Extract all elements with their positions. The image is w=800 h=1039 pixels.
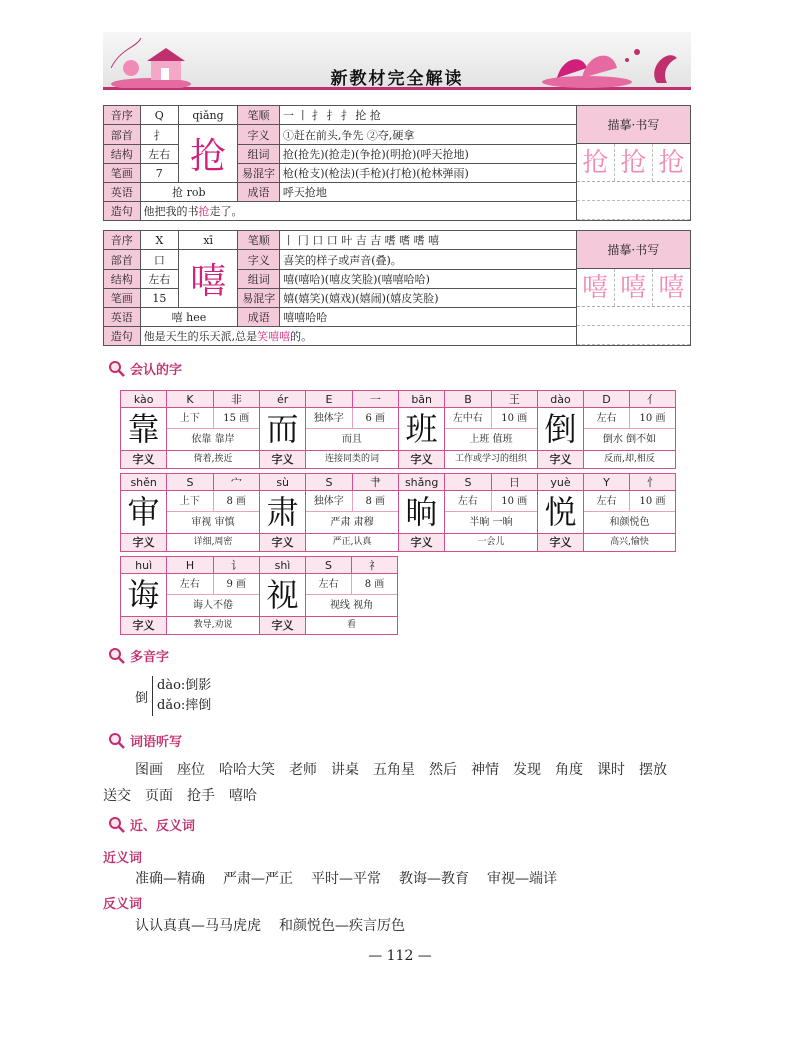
cell-strokes: 10 画 (501, 413, 528, 424)
cell-strokes: 10 画 (501, 496, 528, 507)
cell-pinyin: ér (260, 391, 306, 407)
cell-words: 诲人不倦 (193, 600, 233, 611)
cell-char: 诲 (121, 574, 167, 616)
practice-char: 抢 (658, 148, 685, 178)
cell-pinyin: kào (121, 391, 167, 407)
big-char: 抢 (178, 125, 237, 183)
cell-meaning: 反而,却,相反 (604, 454, 655, 464)
cell-meaning-key: 字义 (399, 534, 445, 551)
sentence: 他是天生的乐天派,总是笑嘻嘻的。 (140, 327, 576, 346)
idiom: 嘻嘻哈哈 (280, 308, 576, 327)
page-banner (103, 32, 691, 90)
cell-structure: 左右 (445, 491, 492, 511)
dictation-item: 送交 (103, 788, 131, 804)
pinyin: xī (179, 231, 238, 250)
order-letter: Q (140, 106, 178, 125)
magnifier-icon (108, 360, 126, 378)
label-meaning: 字义 (238, 125, 280, 145)
confusable: 嬉(嬉笑)(嬉戏)(嬉闹)(嬉皮笑脸) (280, 289, 576, 308)
cell-words: 和颜悦色 (609, 517, 650, 528)
page-title: 新教材完全解读 (330, 69, 464, 89)
cell-words: 审视 审慎 (191, 517, 235, 528)
cell-structure: 左右 (584, 408, 630, 428)
cell-letter: S (306, 474, 352, 490)
antonym-label: 反义词 (103, 897, 143, 912)
cell-meaning-key: 字义 (260, 451, 306, 468)
section-poly-heading: 多音字 (108, 646, 169, 665)
section-syn-heading: 近、反义词 (108, 815, 195, 834)
cell-meaning: 看 (346, 620, 356, 630)
meaning: ①赶在前头,争先 ②夺,硬拿 (279, 125, 576, 145)
practice-chars (577, 144, 690, 182)
cell-radical: 王 (508, 393, 520, 406)
cell-strokes: 15 画 (223, 413, 250, 424)
cell-structure: 上下 (167, 491, 214, 511)
dictation-item: 课时 (597, 762, 625, 778)
cell-meaning-key: 字义 (121, 534, 167, 551)
dictation-item: 讲桌 (331, 762, 359, 778)
label-radical: 部首 (104, 250, 141, 270)
cell-strokes: 8 画 (226, 496, 247, 507)
magnifier-icon (108, 732, 126, 750)
cell-letter: S (445, 474, 491, 490)
cell-strokes: 10 画 (639, 496, 666, 507)
dictation-item: 老师 (289, 762, 317, 778)
page-number: — 112 — (368, 948, 432, 964)
cell-words: 视线 视角 (329, 600, 374, 611)
polyphonic-entry (135, 676, 211, 716)
cell-char: 而 (260, 408, 306, 450)
cell-pinyin: shǎng (399, 474, 445, 490)
synonym-label: 近义词 (103, 851, 143, 866)
label-radical: 部首 (104, 125, 141, 145)
cell-meaning-key: 字义 (260, 534, 306, 551)
section-recognize-heading: 会认的字 (108, 359, 182, 378)
label-confusable: 易混字 (238, 289, 280, 308)
practice-label: 描摹·书写 (577, 231, 690, 269)
label-idiom: 成语 (238, 183, 280, 202)
label-confusable: 易混字 (238, 164, 280, 183)
practice-area (576, 231, 690, 346)
antonym-item: 和颜悦色—疾言厉色 (279, 918, 405, 934)
dictation-item: 然后 (429, 762, 457, 778)
cell-pinyin: yuè (538, 474, 584, 490)
cell-meaning: 教导,劝说 (193, 620, 233, 630)
dictation-item: 页面 (145, 788, 173, 804)
label-strokes: 笔画 (104, 289, 141, 308)
english: 嘻 hee (140, 308, 238, 327)
label-english: 英语 (104, 183, 141, 202)
label-structure: 结构 (104, 145, 141, 164)
dictation-item: 座位 (177, 762, 205, 778)
recognize-cell (120, 473, 259, 552)
practice-char: 嘻 (577, 269, 615, 306)
big-char: 嘻 (179, 250, 238, 308)
cell-words: 倒水 倒不如 (602, 434, 657, 445)
section-dictation-heading: 词语听写 (108, 731, 182, 750)
cell-radical: 肀 (369, 476, 381, 489)
cell-radical: 宀 (230, 476, 242, 489)
cell-meaning-key: 字义 (538, 534, 584, 551)
recognize-cell (398, 473, 537, 552)
cell-meaning-key: 字义 (538, 451, 584, 468)
cell-letter: B (445, 391, 491, 407)
cell-meaning-key: 字义 (121, 451, 167, 468)
cell-pinyin: shì (260, 557, 306, 573)
recognize-cell (259, 473, 398, 552)
pinyin: qiǎng (178, 106, 237, 125)
cell-structure: 左右 (584, 491, 630, 511)
cell-letter: D (584, 391, 630, 407)
poly-reading-2: dǎo:摔倒 (157, 698, 212, 713)
practice-char: 抢 (577, 144, 615, 181)
cell-pinyin: sù (260, 474, 306, 490)
cell-char: 审 (121, 491, 167, 533)
char-card-qiang (103, 105, 691, 221)
cell-letter: E (306, 391, 352, 407)
order-letter: X (140, 231, 179, 250)
recognize-row (120, 556, 398, 635)
cell-radical: 非 (230, 393, 242, 406)
cell-meaning-key: 字义 (260, 617, 306, 634)
label-sentence: 造句 (104, 202, 141, 221)
words: 抢(抢先)(抢走)(争抢)(明抢)(呼天抢地) (279, 145, 576, 164)
recognize-cell (398, 390, 537, 469)
idiom: 呼天抢地 (279, 183, 576, 202)
cell-radical: 亻 (647, 393, 658, 406)
radical: 口 (140, 250, 179, 270)
label-stroke-order: 笔顺 (238, 106, 280, 125)
label-order: 音序 (104, 231, 141, 250)
dictation-item: 角度 (555, 762, 583, 778)
char-card-xi (103, 230, 691, 346)
words: 嘻(嘻哈)(嘻皮笑脸)(嘻嘻哈哈) (280, 270, 576, 289)
meaning: 喜笑的样子或声音(叠)。 (280, 250, 576, 270)
cell-char: 倒 (538, 408, 584, 450)
cell-letter: S (306, 557, 352, 573)
cell-meaning: 严正,认真 (332, 537, 372, 547)
antonym-item: 认认真真—马马虎虎 (135, 918, 261, 934)
cell-strokes: 8 画 (364, 579, 385, 590)
poly-reading-1: dào:倒影 (157, 678, 212, 693)
cell-pinyin: shěn (121, 474, 167, 490)
dictation-item: 摆放 (639, 762, 667, 778)
recognize-cell (259, 390, 398, 469)
antonym-list (135, 915, 423, 935)
stroke-order: ⼀ 丨 扌 扌 扌 抡 抢 (279, 106, 576, 125)
label-words: 组词 (238, 270, 280, 289)
cell-meaning: 高兴,愉快 (610, 537, 649, 547)
dictation-item: 哈哈大笑 (219, 762, 275, 778)
cell-radical: 忄 (647, 476, 658, 489)
cell-char: 晌 (399, 491, 445, 533)
cell-meaning-key: 字义 (121, 617, 167, 634)
practice-char: 抢 (615, 144, 653, 181)
label-idiom: 成语 (238, 308, 280, 327)
cell-words: 依靠 靠岸 (191, 434, 235, 445)
practice-label: 描摹·书写 (577, 106, 690, 144)
dictation-item: 发现 (513, 762, 541, 778)
cell-letter: Y (584, 474, 630, 490)
cell-char: 视 (260, 574, 306, 616)
structure: 左右 (140, 270, 179, 289)
dictation-item: 五角星 (373, 762, 415, 778)
recognize-cell (259, 556, 398, 635)
cell-strokes: 10 画 (639, 413, 666, 424)
english: 抢 rob (140, 183, 238, 202)
cell-pinyin: dào (538, 391, 584, 407)
cell-radical: 日 (508, 476, 520, 489)
synonym-item: 严肃—严正 (223, 871, 293, 887)
label-strokes: 笔画 (104, 164, 141, 183)
cell-meaning: 倚着,挨近 (193, 454, 233, 464)
cell-radical: 一 (369, 393, 381, 406)
label-meaning: 字义 (238, 250, 280, 270)
cell-words: 半晌 一晌 (469, 517, 513, 528)
confusable: 枪(枪支)(枪法)(手枪)(打枪)(枪林弹雨) (279, 164, 576, 183)
stroke-order: 丨 冂 口 口 叶 吉 吉 嗜 嗜 嗜 嘻 (280, 231, 576, 250)
practice-char: 嘻 (615, 269, 653, 306)
cell-structure: 独体字 (306, 408, 353, 428)
dictation-item: 神情 (471, 762, 499, 778)
recognize-row (120, 390, 676, 469)
cell-pinyin: bān (399, 391, 445, 407)
cell-structure: 左右 (306, 574, 352, 594)
recognize-cell (120, 390, 259, 469)
poly-char: 倒 (135, 690, 149, 706)
cell-meaning: 详细,周密 (193, 537, 233, 547)
cell-words: 而且 (342, 434, 362, 445)
label-english: 英语 (104, 308, 141, 327)
cell-letter: K (167, 391, 213, 407)
synonym-item: 审视—端详 (487, 871, 557, 887)
cell-structure: 左右 (167, 574, 214, 594)
synonym-item: 教诲—教育 (399, 871, 469, 887)
cell-structure: 左中右 (445, 408, 492, 428)
cell-letter: S (167, 474, 213, 490)
cell-meaning: 一会儿 (477, 537, 505, 547)
cell-strokes: 9 画 (226, 579, 247, 590)
practice-area (576, 106, 690, 221)
dictation-list (103, 757, 693, 809)
cell-char: 靠 (121, 408, 167, 450)
cell-words: 严肃 肃穆 (330, 517, 374, 528)
cell-structure: 上下 (167, 408, 214, 428)
recognize-cell (537, 473, 676, 552)
synonym-item: 平时—平常 (311, 871, 381, 887)
sentence: 他把我的书抢走了。 (140, 202, 576, 221)
cell-pinyin: huì (121, 557, 167, 573)
synonym-item: 准确—精确 (135, 871, 205, 887)
strokes: 7 (140, 164, 178, 183)
cell-meaning: 工作或学习的组织 (454, 454, 527, 464)
structure: 左右 (140, 145, 178, 164)
dictation-item: 图画 (135, 762, 163, 778)
strokes: 15 (140, 289, 179, 308)
cell-words: 上班 值班 (469, 434, 513, 445)
synonym-list (135, 868, 575, 888)
radical: 扌 (140, 125, 178, 145)
cell-structure: 独体字 (306, 491, 353, 511)
recognize-row (120, 473, 676, 552)
practice-char: 嘻 (658, 273, 685, 303)
cell-strokes: 8 画 (365, 496, 386, 507)
cell-strokes: 6 画 (365, 413, 386, 424)
cell-char: 肃 (260, 491, 306, 533)
cell-meaning: 连接同类的词 (324, 454, 379, 464)
recognize-cell (537, 390, 676, 469)
cell-radical: 礻 (369, 559, 380, 572)
cell-radical: 讠 (230, 559, 242, 572)
cell-meaning-key: 字义 (399, 451, 445, 468)
recognize-cell (120, 556, 259, 635)
dictation-item: 嘻哈 (229, 788, 257, 804)
label-sentence: 造句 (104, 327, 141, 346)
label-stroke-order: 笔顺 (238, 231, 280, 250)
label-words: 组词 (238, 145, 280, 164)
label-structure: 结构 (104, 270, 141, 289)
cell-char: 悦 (538, 491, 584, 533)
label-order: 音序 (104, 106, 141, 125)
cell-char: 班 (399, 408, 445, 450)
dictation-item: 抢手 (187, 788, 215, 804)
magnifier-icon (108, 816, 126, 834)
practice-chars (577, 269, 690, 307)
magnifier-icon (108, 647, 126, 665)
cell-letter: H (167, 557, 213, 573)
